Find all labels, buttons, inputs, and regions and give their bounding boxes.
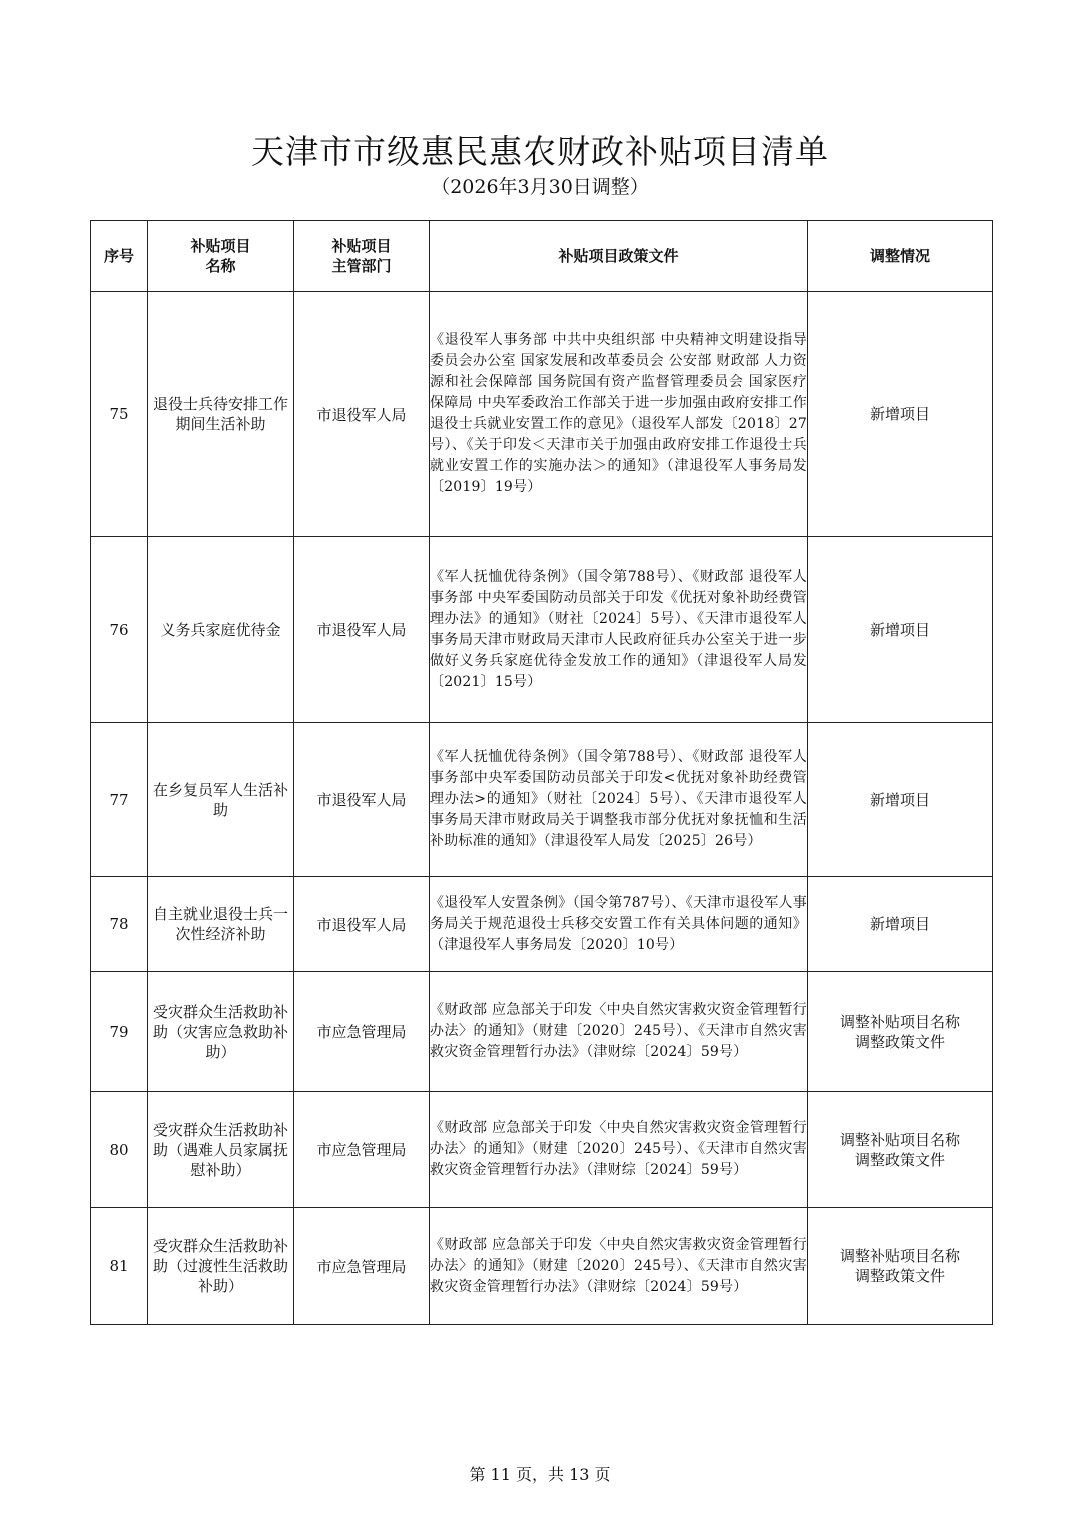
row-name: 义务兵家庭优待金 — [148, 537, 294, 723]
row-name: 受灾群众生活救助补助（灾害应急救助补助） — [148, 972, 294, 1092]
page-footer: 第 11 页，共 13 页 — [469, 1465, 611, 1484]
row-adjust: 新增项目 — [808, 292, 993, 537]
row-name: 在乡复员军人生活补助 — [148, 723, 294, 877]
header-dept-line2: 主管部门 — [331, 257, 392, 275]
subsidy-table — [90, 220, 993, 1325]
header-name-line1: 补贴项目 — [190, 237, 251, 255]
row-dept: 市退役军人局 — [294, 537, 430, 723]
header-dept-line1: 补贴项目 — [331, 237, 392, 255]
table-row — [91, 1208, 993, 1325]
row-adjust: 新增项目 — [808, 723, 993, 877]
row-number: 75 — [91, 292, 148, 537]
row-dept: 市退役军人局 — [294, 877, 430, 972]
table-header-row — [91, 221, 993, 292]
header-adjust: 调整情况 — [808, 221, 993, 292]
header-name-line2: 名称 — [205, 257, 236, 275]
row-dept: 市退役军人局 — [294, 723, 430, 877]
row-name: 退役士兵待安排工作期间生活补助 — [148, 292, 294, 537]
row-policy: 《退役军人安置条例》（国令第787号）、《天津市退役军人事务局关于规范退役士兵移交安置工作有关具体问题的通知》（津退役军人事务局发〔2020〕10号） — [430, 877, 808, 972]
table-row — [91, 877, 993, 972]
table-row — [91, 1092, 993, 1208]
row-policy: 《财政部 应急部关于印发〈中央自然灾害救灾资金管理暂行办法〉的通知》（财建〔2020〕245号）、《天津市自然灾害救灾资金管理暂行办法》（津财综〔2024〕59号） — [430, 972, 808, 1092]
table-row — [91, 972, 993, 1092]
row-policy: 《军人抚恤优待条例》（国令第788号）、《财政部 退役军人事务部 中央军委国防动员部关于印发《优抚对象补助经费管理办法》的通知》（财社〔2024〕5号）、《天津市退役军人事务局天津市财政局天津市人民政府征兵办公室关于进一步做好义务兵家庭优待金发放工作的通知》（津退役军人局发〔2021〕15号） — [430, 537, 808, 723]
row-dept: 市应急管理局 — [294, 972, 430, 1092]
row-adjust: 新增项目 — [808, 537, 993, 723]
row-dept: 市应急管理局 — [294, 1208, 430, 1325]
header-no: 序号 — [91, 221, 148, 292]
row-number: 81 — [91, 1208, 148, 1325]
table-row — [91, 537, 993, 723]
row-number: 77 — [91, 723, 148, 877]
row-name: 受灾群众生活救助补助（过渡性生活救助补助） — [148, 1208, 294, 1325]
row-number: 76 — [91, 537, 148, 723]
row-policy: 《退役军人事务部 中共中央组织部 中央精神文明建设指导委员会办公室 国家发展和改革委员会 公安部 财政部 人力资源和社会保障部 国务院国有资产监督管理委员会 国家医疗保障局 中央军委政治工作部关于进一步加强由政府安排工作退役士兵就业安置工作的意见》（退役军人部发〔2018〕27号）、《关于印发＜天津市关于加强由政府安排工作退役士兵就业安置工作的实施办法＞的通知》（津退役军人事务局发〔2019〕19号） — [430, 292, 808, 537]
row-dept: 市应急管理局 — [294, 1092, 430, 1208]
header-policy: 补贴项目政策文件 — [430, 221, 808, 292]
page-title: 天津市市级惠民惠农财政补贴项目清单 — [251, 132, 829, 171]
row-adjust: 调整补贴项目名称 调整政策文件 — [808, 1092, 993, 1208]
row-policy: 《财政部 应急部关于印发〈中央自然灾害救灾资金管理暂行办法〉的通知》（财建〔2020〕245号）、《天津市自然灾害救灾资金管理暂行办法》（津财综〔2024〕59号） — [430, 1092, 808, 1208]
row-policy: 《财政部 应急部关于印发〈中央自然灾害救灾资金管理暂行办法〉的通知》（财建〔2020〕245号）、《天津市自然灾害救灾资金管理暂行办法》（津财综〔2024〕59号） — [430, 1208, 808, 1325]
row-number: 79 — [91, 972, 148, 1092]
table-row — [91, 723, 993, 877]
row-adjust: 调整补贴项目名称 调整政策文件 — [808, 972, 993, 1092]
row-number: 80 — [91, 1092, 148, 1208]
row-name: 受灾群众生活救助补助（遇难人员家属抚慰补助） — [148, 1092, 294, 1208]
row-adjust: 调整补贴项目名称 调整政策文件 — [808, 1208, 993, 1325]
page-subtitle: （2026年3月30日调整） — [431, 176, 649, 198]
row-name: 自主就业退役士兵一次性经济补助 — [148, 877, 294, 972]
row-number: 78 — [91, 877, 148, 972]
table-row — [91, 292, 993, 537]
header-name — [148, 221, 294, 292]
row-policy: 《军人抚恤优待条例》（国令第788号）、《财政部 退役军人事务部中央军委国防动员部关于印发<优抚对象补助经费管理办法>的通知》（财社〔2024〕5号）、《天津市退役军人事务局天津市财政局关于调整我市部分优抚对象抚恤和生活补助标准的通知》（津退役军人局发〔2025〕26号） — [430, 723, 808, 877]
header-dept — [294, 221, 430, 292]
row-dept: 市退役军人局 — [294, 292, 430, 537]
row-adjust: 新增项目 — [808, 877, 993, 972]
